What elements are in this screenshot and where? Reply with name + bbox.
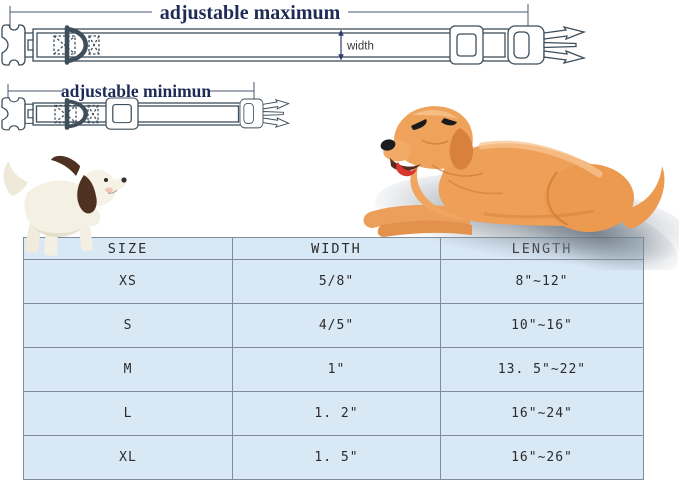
- cell-size: S: [24, 304, 233, 348]
- collar-max-diagram: [2, 25, 584, 65]
- cell-width: 1. 5": [233, 436, 441, 480]
- tri-glide-slider: [450, 26, 483, 64]
- dog-tail: [4, 161, 28, 196]
- dog-eye: [104, 178, 108, 182]
- dog-cheek: [105, 188, 113, 193]
- adjustable-maximum-dimension: [10, 2, 528, 27]
- width-label: width: [347, 40, 374, 53]
- cell-width: 5/8": [233, 260, 441, 304]
- cell-length: 16"~26": [441, 436, 644, 480]
- cell-length: 13. 5"~22": [441, 348, 644, 392]
- col-header-width: WIDTH: [233, 238, 441, 260]
- cell-size: L: [24, 392, 233, 436]
- buckle-male: [508, 26, 584, 64]
- dog-haunch: [544, 164, 634, 232]
- buckle-female: [2, 98, 33, 130]
- cell-size: XL: [24, 436, 233, 480]
- cell-length: 10"~16": [441, 304, 644, 348]
- cell-width: 4/5": [233, 304, 441, 348]
- cell-size: XS: [24, 260, 233, 304]
- buckle-female: [2, 25, 33, 65]
- dog-nose: [121, 177, 126, 182]
- collar-min-diagram: [2, 98, 289, 130]
- size-table: [23, 237, 644, 480]
- col-header-size: SIZE: [24, 238, 233, 260]
- adjustable-minimum-label: adjustable minimun: [60, 81, 212, 101]
- cell-length: 8"~12": [441, 260, 644, 304]
- golden-retriever-illustration: [352, 98, 679, 270]
- dog-ear: [51, 156, 80, 176]
- cell-width: 1": [233, 348, 441, 392]
- cell-width: 1. 2": [233, 392, 441, 436]
- buckle-male: [240, 99, 289, 128]
- small-dog-illustration: [0, 148, 130, 266]
- adjustable-maximum-label: adjustable maximum: [159, 2, 341, 24]
- cell-size: M: [24, 348, 233, 392]
- cell-length: 16"~24": [441, 392, 644, 436]
- tri-glide-slider: [106, 98, 138, 129]
